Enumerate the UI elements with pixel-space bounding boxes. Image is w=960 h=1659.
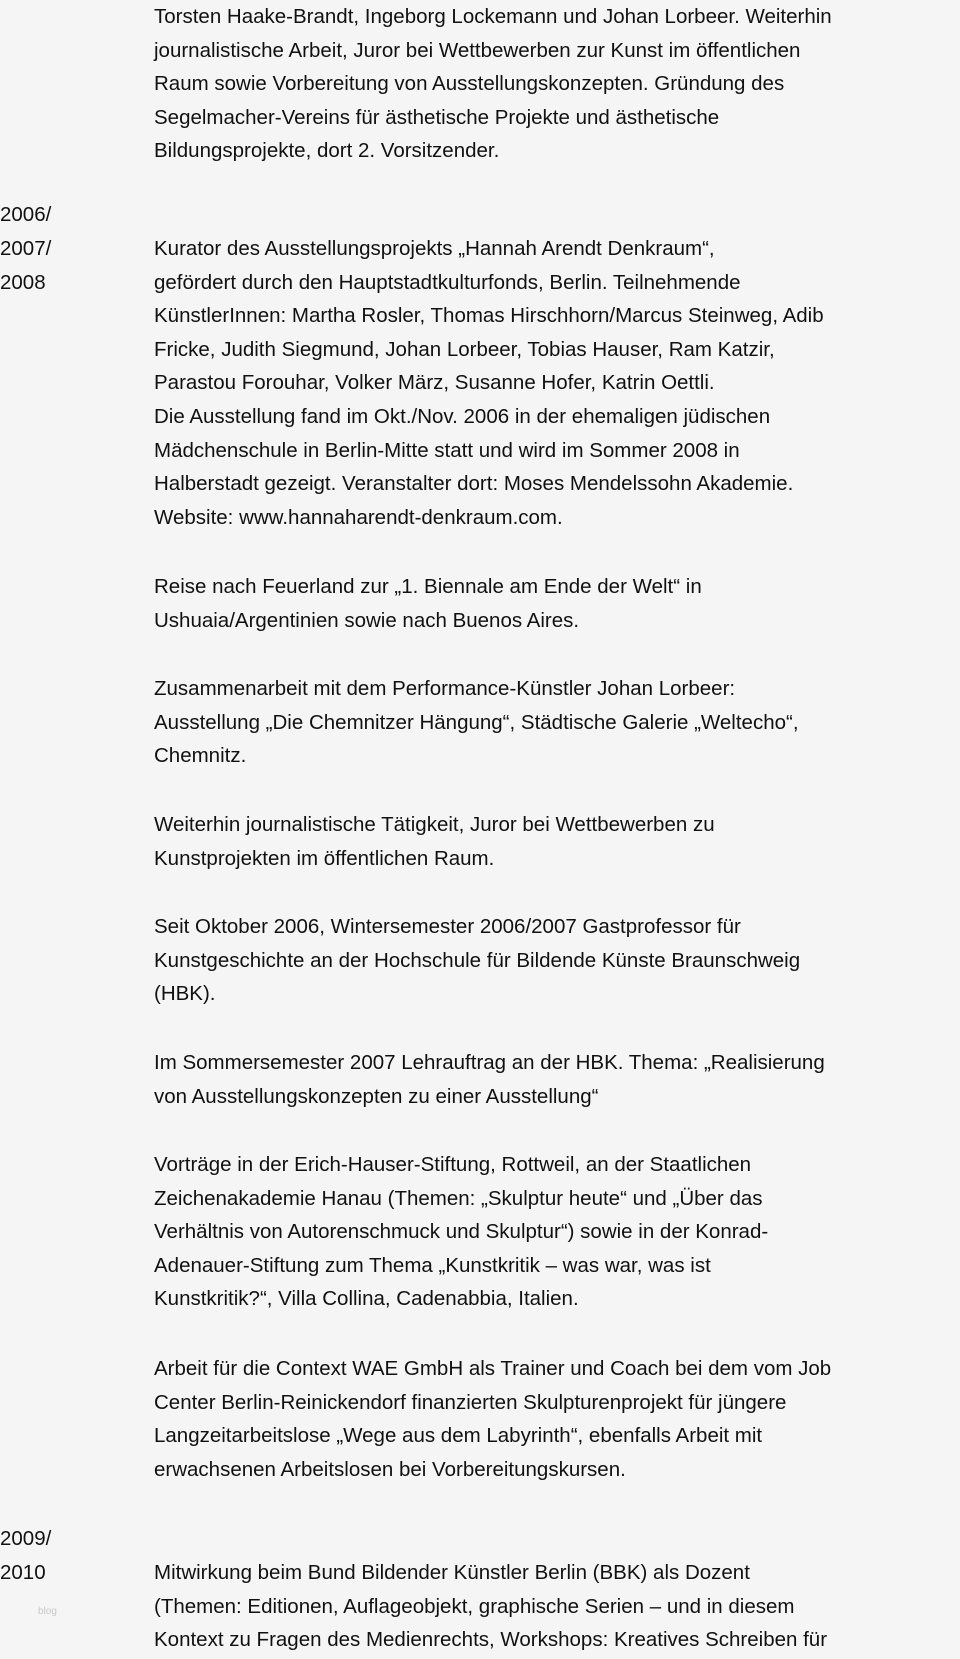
text-line: Ausstellung „Die Chemnitzer Hängung“, Städtische Galerie „Weltecho“, [154,710,799,734]
text-line: (Themen: Editionen, Auflageobjekt, graphische Serien – und in diesem [154,1594,795,1618]
year-label: 2009/ [0,1527,52,1550]
text-line: Center Berlin-Reinickendorf finanzierten Skulpturenprojekt für jüngere [154,1390,787,1414]
text-line: Vorträge in der Erich-Hauser-Stiftung, Rottweil, an der Staatlichen [154,1153,752,1176]
text-line: Seit Oktober 2006, Wintersemester 2006/2007 Gastprofessor für [154,915,741,938]
text-line: Kontext zu Fragen des Medienrechts, Workshops: Kreatives Schreiben für [154,1628,828,1652]
year-label: 2007/ [0,237,52,260]
text-line: Raum sowie Vorbereitung von Ausstellungskonzepten. Gründung des [154,72,785,96]
watermark: blog [38,1606,57,1617]
text-line: Adenauer-Stiftung zum Thema „Kunstkritik – was war, was ist [154,1253,711,1277]
text-line: Reise nach Feuerland zur „1. Biennale am Ende der Welt“ in [154,575,702,598]
paragraph [154,1556,827,1657]
paragraph [154,232,824,534]
text-line: erwachsenen Arbeitslosen bei Vorbereitungskursen. [154,1457,626,1481]
text-line: Ushuaia/Argentinien sowie nach Buenos Aires. [154,608,580,632]
text-line: Segelmacher-Vereins für ästhetische Projekte und ästhetische [154,105,720,129]
text-line: Halberstadt gezeigt. Veranstalter dort: Moses Mendelssohn Akademie. [154,472,794,496]
text-line: Langzeitarbeitslose „Wege aus dem Labyrinth“, ebenfalls Arbeit mit [154,1424,763,1448]
text-line: Kurator des Ausstellungsprojekts „Hannah Arendt Denkraum“, [154,237,715,260]
year-label: 2008 [0,271,46,294]
text-line: Kunstgeschichte an der Hochschule für Bildende Künste Braunschweig [154,948,801,972]
text-line: Chemnitz. [154,744,247,768]
text-line: Kunstkritik?“, Villa Collina, Cadenabbia, Italien. [154,1287,579,1311]
paragraph [154,570,702,637]
text-line: Zeichenakademie Hanau (Themen: „Skulptur heute“ und „Über das [154,1186,763,1210]
text-line: Bildungsprojekte, dort 2. Vorsitzender. [154,139,500,163]
paragraph [154,1352,831,1486]
text-line: Arbeit für die Context WAE GmbH als Trainer und Coach bei dem vom Job [154,1357,832,1380]
text-line: Mitwirkung beim Bund Bildender Künstler Berlin (BBK) als Dozent [154,1561,750,1584]
text-line: Mädchenschule in Berlin-Mitte statt und wird im Sommer 2008 in [154,438,740,462]
text-line: Die Ausstellung fand im Okt./Nov. 2006 in der ehemaligen jüdischen [154,404,771,428]
year-label: 2006/ [0,203,52,226]
paragraph [154,808,715,875]
text-line: Torsten Haake-Brandt, Ingeborg Lockemann und Johan Lorbeer. Weiterhin [154,5,832,28]
text-line: Parastou Forouhar, Volker März, Susanne Hofer, Katrin Oettli. [154,371,715,395]
paragraph [154,1046,825,1113]
text-line: (HBK). [154,982,216,1006]
text-line: Kunstprojekten im öffentlichen Raum. [154,846,495,870]
text-line: Weiterhin journalistische Tätigkeit, Juror bei Wettbewerben zu [154,813,715,836]
paragraph [154,672,799,773]
text-line: Zusammenarbeit mit dem Performance-Künstler Johan Lorbeer: [154,677,736,700]
paragraph [154,1148,768,1316]
text-line: Fricke, Judith Siegmund, Johan Lorbeer, Tobias Hauser, Ram Katzir, [154,337,775,361]
paragraph [154,910,800,1011]
text-line: von Ausstellungskonzepten zu einer Ausstellung“ [154,1084,599,1108]
text-line: gefördert durch den Hauptstadtkulturfonds, Berlin. Teilnehmende [154,270,741,294]
text-line: Verhältnis von Autorenschmuck und Skulptur“) sowie in der Konrad- [154,1220,769,1244]
text-line: KünstlerInnen: Martha Rosler, Thomas Hirschhorn/Marcus Steinweg, Adib [154,304,824,328]
text-line: Website: www.hannaharendt-denkraum.com. [154,505,563,529]
text-line: journalistische Arbeit, Juror bei Wettbewerben zur Kunst im öffentlichen [154,38,801,62]
paragraph [154,0,832,168]
text-line: Im Sommersemester 2007 Lehrauftrag an der HBK. Thema: „Realisierung [154,1051,825,1074]
year-label: 2010 [0,1561,46,1584]
